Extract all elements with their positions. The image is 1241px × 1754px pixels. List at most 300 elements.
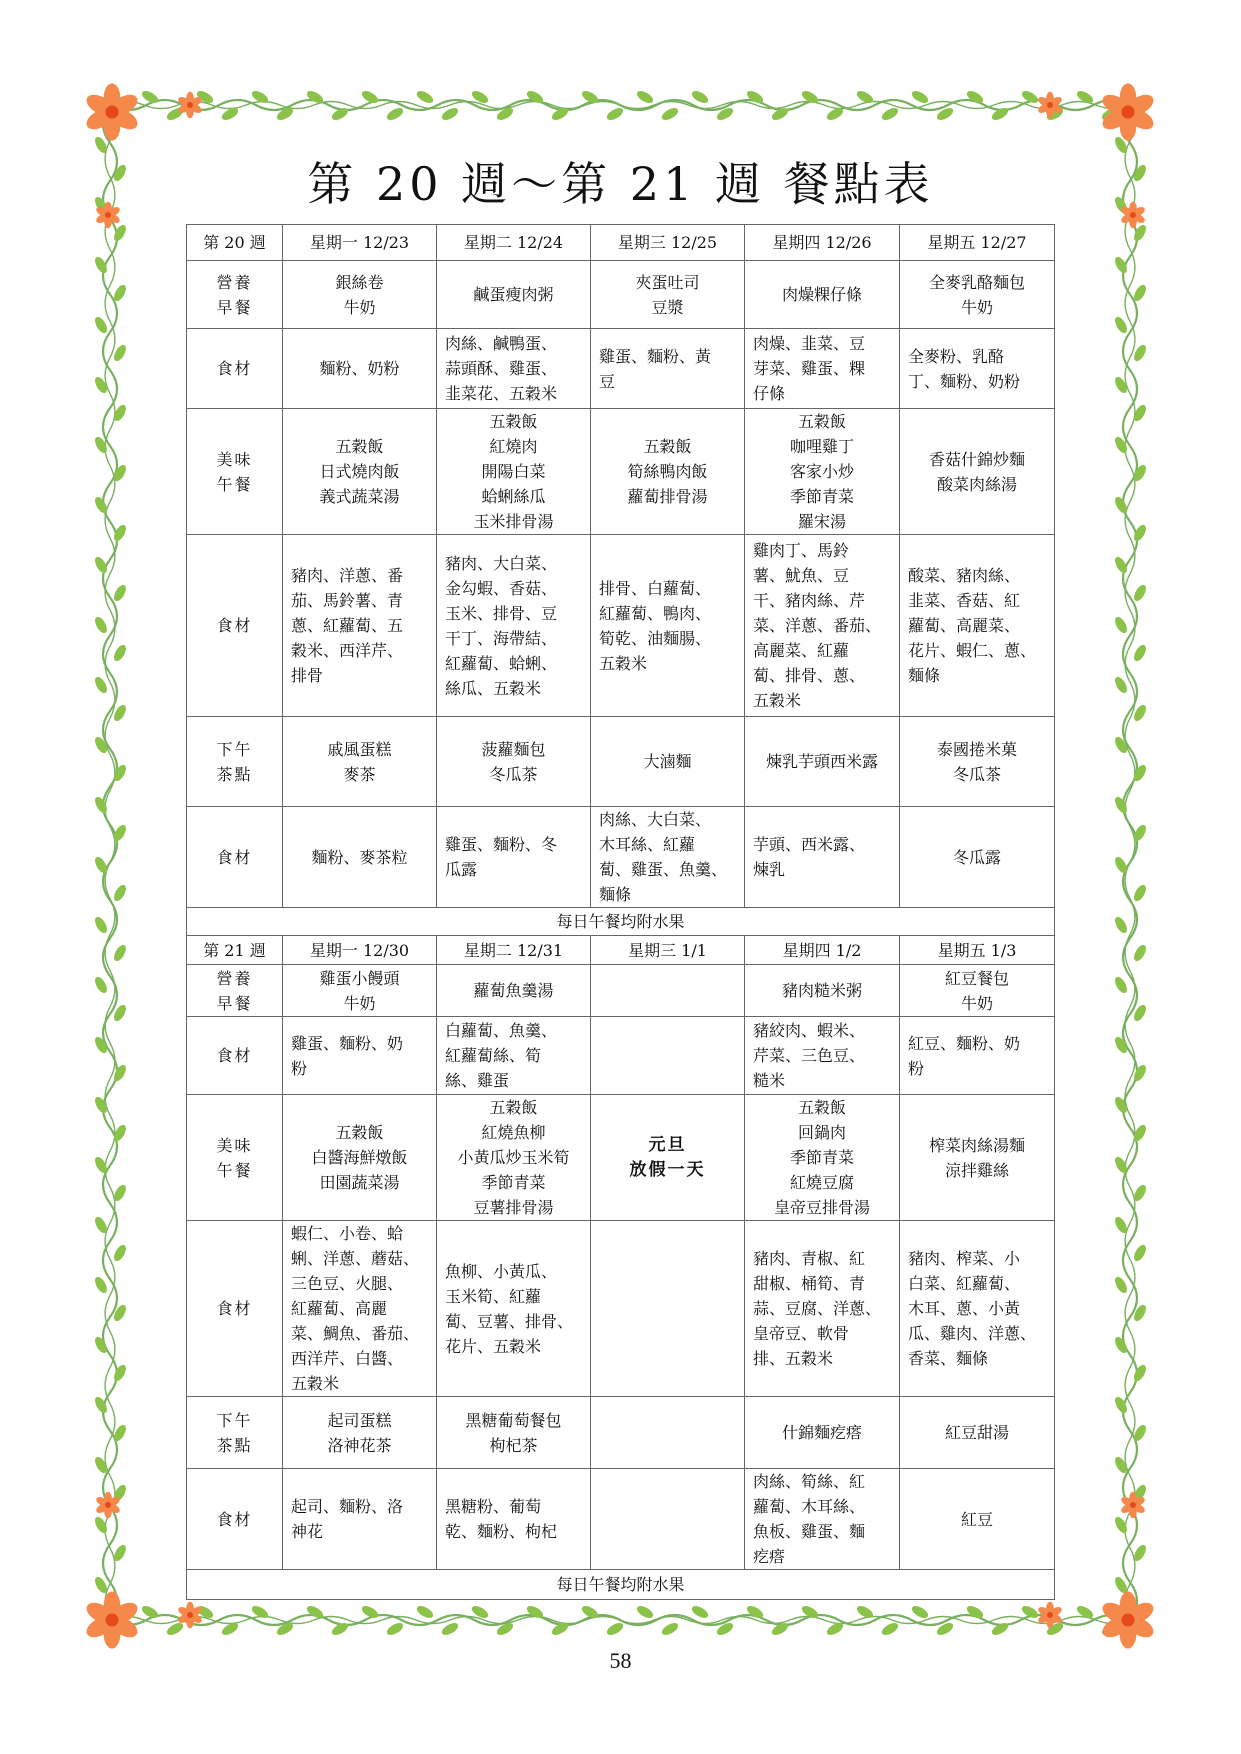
leaf-icon (1132, 1303, 1149, 1323)
leaf-icon (690, 1604, 710, 1621)
cell-text-line: 元旦 (648, 1134, 687, 1155)
meal-cell (437, 261, 591, 329)
cell-text-line: 蒜頭酥、雞蛋、 (445, 359, 558, 378)
cell-text-line: 羅宋湯 (797, 512, 846, 531)
cell-text-line: 高麗菜、紅蘿 (753, 641, 850, 660)
cell-text-line: 五穀米 (753, 691, 802, 710)
meal-cell (900, 1469, 1055, 1570)
cell-text-line: 早餐 (216, 297, 253, 317)
cell-text-line: 蔔、雞蛋、魚羹、 (599, 860, 728, 879)
week-header-row (187, 936, 1055, 965)
cell-text-line: 丁、麵粉、奶粉 (908, 371, 1021, 391)
cell-text-line: 菠蘿麵包 (481, 739, 546, 759)
cell-text-line: 下午 (216, 1410, 253, 1430)
meal-cell (900, 717, 1055, 807)
cell-text-line: 牛奶 (343, 993, 376, 1013)
meal-cell (745, 717, 900, 807)
meal-cell (900, 1017, 1055, 1095)
leaf-icon (1113, 915, 1130, 935)
row-label (187, 1469, 283, 1570)
cell-text-line: 仔條 (753, 384, 786, 403)
cell-text-line: 肉絲、筍絲、紅 (753, 1472, 866, 1491)
cell-text-line: 五穀飯 (643, 437, 692, 456)
leaf-icon (112, 1303, 129, 1323)
cell-text-line: 蝦仁、小卷、蛤 (291, 1224, 404, 1243)
cell-text-line: 豬絞肉、蝦米、 (753, 1021, 866, 1040)
cell-text-line: 白蘿蔔、魚羹、 (445, 1021, 558, 1040)
meal-cell (591, 1017, 745, 1095)
week-header-row (187, 225, 1055, 261)
cell-text-line: 下午 (216, 739, 253, 759)
leaf-icon (112, 1363, 129, 1383)
cell-text-line: 三色豆、火腿、 (291, 1274, 404, 1293)
cell-text-line: 豬肉、大白菜、 (445, 553, 558, 573)
cell-text-line: 季節青菜 (789, 1148, 854, 1167)
cell-text-line: 肉燥粿仔條 (781, 285, 862, 304)
meal-cell (591, 1397, 745, 1469)
row-label (187, 965, 283, 1017)
meal-cell (437, 1017, 591, 1095)
leaf-icon (1113, 975, 1130, 995)
meal-cell (283, 1469, 437, 1570)
cell-text-line: 營養 (216, 272, 253, 292)
cell-text-line: 放假一天 (629, 1159, 706, 1180)
cell-text-line: 茶點 (216, 764, 253, 784)
meal-row (187, 409, 1055, 535)
cell-text-line: 茶點 (216, 1435, 253, 1455)
cell-text-line: 冬瓜茶 (489, 764, 538, 784)
row-label (187, 1397, 283, 1469)
row-label (187, 717, 283, 807)
meal-row (187, 965, 1055, 1017)
cell-text-line: 五穀米 (599, 653, 648, 673)
cell-text-line: 紅燒豆腐 (789, 1173, 854, 1192)
cell-text-line: 蔥、紅蘿蔔、五 (291, 616, 404, 635)
leaf-icon (910, 89, 930, 106)
leaf-icon (93, 1095, 110, 1115)
leaf-icon (1113, 495, 1130, 515)
meal-cell (745, 535, 900, 717)
cell-text-line: 蜊、洋蔥、蘑菇、 (291, 1249, 420, 1268)
cell-text-line: 干丁、海帶結、 (445, 628, 558, 648)
leaf-icon (605, 106, 625, 123)
flower-icon (83, 83, 141, 140)
cell-text-line: 牛奶 (343, 297, 376, 317)
cell-text-line: 排、五穀米 (753, 1349, 834, 1368)
cell-text-line: 紅燒魚柳 (481, 1123, 546, 1142)
cell-text-line: 營養 (216, 968, 253, 988)
leaf-icon (415, 89, 435, 106)
cell-text-line: 季節青菜 (789, 487, 854, 506)
note-row (187, 1570, 1055, 1600)
meal-cell (437, 409, 591, 535)
cell-text-line: 食材 (216, 1046, 253, 1065)
cell-text-line: 洛神花茶 (327, 1435, 392, 1455)
meal-cell (745, 409, 900, 535)
cell-text-line: 肉燥、韭菜、豆 (753, 334, 866, 353)
cell-text-line: 銀絲卷 (335, 272, 384, 292)
page-title: 第 20 週～第 21 週 餐點表 (307, 157, 934, 211)
meal-cell (283, 1017, 437, 1095)
cell-text-line: 玉米、排骨、豆 (445, 603, 558, 623)
row-label (187, 329, 283, 409)
cell-text-line: 甜椒、桶筍、青 (753, 1274, 866, 1293)
cell-text-line: 夾蛋吐司 (635, 272, 700, 292)
cell-text-line: 粉 (291, 1058, 308, 1078)
meal-cell (745, 329, 900, 409)
cell-text-line: 花片、蝦仁、蔥、 (908, 641, 1037, 660)
meal-cell (283, 1397, 437, 1469)
meal-cell (437, 1469, 591, 1570)
meal-cell (283, 807, 437, 908)
cell-text-line: 筍乾、油麵腸、 (599, 628, 712, 648)
leaf-icon (385, 1621, 405, 1638)
leaf-icon (1132, 1363, 1149, 1383)
cell-text-line: 韭菜、香菇、紅 (908, 591, 1021, 610)
cell-text-line: 蘿蔔排骨湯 (627, 487, 708, 506)
row-label (187, 1095, 283, 1221)
leaf-icon (93, 675, 110, 695)
meal-cell (283, 409, 437, 535)
meal-cell (437, 1095, 591, 1221)
cell-text-line: 紅豆 (960, 1509, 993, 1529)
cell-text-line: 義式蔬菜湯 (319, 487, 400, 506)
leaf-icon (605, 1621, 625, 1638)
cell-text-line: 玉米排骨湯 (473, 512, 554, 531)
cell-text-line: 雞肉丁、馬鈴 (753, 541, 850, 560)
cell-text-line: 干、豬肉絲、芹 (753, 591, 866, 610)
day-header: 星期一 12/30 (283, 936, 437, 965)
meal-cell (283, 1221, 437, 1397)
meal-cell (437, 329, 591, 409)
cell-text-line: 五穀飯 (335, 437, 384, 456)
cell-text-line: 蘿蔔、高麗菜、 (908, 616, 1021, 635)
meal-cell (900, 329, 1055, 409)
cell-text-line: 起司蛋糕 (327, 1410, 392, 1430)
cell-text-line: 芋頭、西米露、 (753, 835, 866, 854)
cell-text-line: 茄、馬鈴薯、青 (291, 591, 404, 610)
meal-cell (900, 1095, 1055, 1221)
cell-text-line: 紅蘿蔔、蛤蜊、 (445, 653, 558, 673)
meal-cell (591, 1469, 745, 1570)
meal-cell (745, 1017, 900, 1095)
cell-text-line: 豬肉、青椒、紅 (753, 1249, 866, 1268)
cell-text-line: 客家小炒 (789, 462, 854, 481)
meal-cell (900, 807, 1055, 908)
leaf-icon (93, 255, 110, 275)
day-header: 星期四 1/2 (745, 936, 900, 965)
leaf-icon (880, 1621, 900, 1638)
leaf-icon (93, 495, 110, 515)
meal-cell (745, 1095, 900, 1221)
week-label: 第 20 週 (187, 225, 283, 261)
cell-text-line: 菜、鯛魚、番茄、 (291, 1324, 420, 1343)
meal-row (187, 1017, 1055, 1095)
cell-text-line: 日式燒肉飯 (319, 462, 400, 481)
meal-cell (591, 807, 745, 908)
cell-text-line: 黑糖粉、葡萄 (445, 1497, 542, 1516)
meal-cell (283, 965, 437, 1017)
day-header: 星期五 1/3 (900, 936, 1055, 965)
cell-text-line: 雞蛋、麵粉、黃 (599, 346, 712, 366)
cell-text-line: 蔔、排骨、蔥、 (753, 666, 866, 685)
cell-text-line: 香菇什錦炒麵 (928, 449, 1025, 469)
cell-text-line: 筍絲鴨肉飯 (627, 462, 708, 481)
meal-cell (900, 1397, 1055, 1469)
cell-text-line: 紅豆、麵粉、奶 (908, 1033, 1021, 1053)
cell-text-line: 雞蛋小饅頭 (319, 968, 400, 988)
cell-text-line: 季節青菜 (481, 1173, 546, 1192)
cell-text-line: 田園蔬菜湯 (319, 1173, 400, 1192)
cell-text-line: 五穀米 (291, 1374, 340, 1393)
cell-text-line: 皇帝豆排骨湯 (773, 1198, 870, 1217)
cell-text-line: 全麥粉、乳酪 (908, 346, 1005, 366)
meal-cell (591, 1221, 745, 1397)
cell-text-line: 牛奶 (960, 297, 993, 317)
cell-text-line: 糙米 (753, 1071, 786, 1090)
cell-text-line: 紅豆餐包 (944, 968, 1009, 988)
cell-text-line: 牛奶 (960, 993, 993, 1013)
row-label (187, 535, 283, 717)
meal-row (187, 261, 1055, 329)
meal-cell (591, 717, 745, 807)
meal-cell (591, 329, 745, 409)
leaf-icon (1113, 1095, 1130, 1115)
leaf-icon (635, 89, 655, 106)
cell-text-line: 麵條 (908, 666, 941, 685)
meal-cell (591, 409, 745, 535)
leaf-icon (112, 583, 129, 603)
leaf-icon (112, 883, 129, 903)
row-label (187, 261, 283, 329)
day-header: 星期五 12/27 (900, 225, 1055, 261)
meal-row (187, 807, 1055, 908)
cell-text-line: 薯、魷魚、豆 (753, 566, 850, 585)
cell-text-line: 咖哩雞丁 (789, 437, 854, 456)
leaf-icon (112, 643, 129, 663)
meal-cell (900, 965, 1055, 1017)
week-label: 第 21 週 (187, 936, 283, 965)
cell-text-line: 蘿蔔、木耳絲、 (753, 1497, 866, 1516)
cell-text-line: 木耳絲、紅蘿 (599, 835, 696, 854)
day-header: 星期三 1/1 (591, 936, 745, 965)
cell-text-line: 紅蘿蔔、高麗 (291, 1299, 388, 1318)
cell-text-line: 肉絲、鹹鴨蛋、 (445, 334, 558, 353)
cell-text-line: 蔔、豆薯、排骨、 (445, 1311, 574, 1331)
cell-text-line: 疙瘩 (753, 1547, 786, 1566)
cell-text-line: 午餐 (216, 1160, 253, 1180)
cell-text-line: 韭菜花、五穀米 (445, 384, 558, 403)
cell-text-line: 西洋芹、白醬、 (291, 1349, 404, 1368)
meal-row (187, 1469, 1055, 1570)
cell-text-line: 乾、麵粉、枸杞 (445, 1522, 558, 1541)
page-number: 58 (609, 1648, 632, 1673)
cell-text-line: 麵粉、奶粉 (319, 359, 400, 378)
cell-text-line: 蒜、豆腐、洋蔥、 (753, 1299, 882, 1318)
day-header: 星期三 12/25 (591, 225, 745, 261)
cell-text-line: 戚風蛋糕 (327, 739, 392, 759)
cell-text-line: 神花 (291, 1522, 324, 1541)
meal-cell (283, 1095, 437, 1221)
cell-text-line: 麥茶 (343, 764, 376, 784)
leaf-icon (660, 106, 680, 123)
cell-text-line: 麵粉、麥茶粒 (311, 847, 408, 867)
cell-text-line: 全麥乳酪麵包 (928, 272, 1025, 292)
cell-text-line: 排骨、白蘿蔔、 (599, 578, 712, 598)
cell-text-line: 食材 (216, 359, 253, 378)
day-header: 星期二 12/31 (437, 936, 591, 965)
meal-row (187, 717, 1055, 807)
leaf-icon (1132, 883, 1149, 903)
cell-text-line: 雞蛋、麵粉、冬 (445, 835, 558, 854)
meal-row (187, 535, 1055, 717)
cell-text-line: 麵條 (599, 885, 632, 904)
cell-text-line: 豬肉糙米粥 (781, 981, 862, 1000)
cell-text-line: 瓜、雞肉、洋蔥、 (908, 1324, 1037, 1343)
meal-cell (745, 261, 900, 329)
cell-text-line: 排骨 (291, 666, 324, 685)
meal-cell (745, 1221, 900, 1397)
cell-text-line: 五穀飯 (335, 1123, 384, 1142)
meal-row (187, 1095, 1055, 1221)
flower-icon (1099, 1591, 1157, 1648)
cell-text-line: 紅蘿蔔絲、筍 (445, 1046, 542, 1065)
day-header: 星期一 12/23 (283, 225, 437, 261)
leaf-icon (1132, 643, 1149, 663)
cell-text-line: 豬肉、榨菜、小 (908, 1249, 1021, 1268)
cell-text-line: 冬瓜露 (952, 847, 1001, 867)
row-label (187, 409, 283, 535)
cell-text-line: 白菜、紅蘿蔔、 (908, 1274, 1021, 1293)
row-label (187, 1017, 283, 1095)
cell-text-line: 冬瓜茶 (952, 764, 1001, 784)
meal-cell (437, 717, 591, 807)
leaf-icon (112, 943, 129, 963)
meal-cell (745, 1469, 900, 1570)
cell-text-line: 絲瓜、五穀米 (445, 678, 542, 698)
meal-cell (591, 535, 745, 717)
meal-schedule-table (186, 224, 1055, 1600)
cell-text-line: 五穀飯 (797, 1098, 846, 1117)
cell-text-line: 煉乳 (753, 860, 786, 879)
leaf-icon (1132, 583, 1149, 603)
leaf-icon (1132, 943, 1149, 963)
cell-text-line: 酸菜、豬肉絲、 (908, 566, 1021, 585)
cell-text-line: 穀米、西洋芹、 (291, 641, 404, 660)
cell-text-line: 食材 (216, 847, 253, 867)
leaf-icon (93, 915, 110, 935)
meal-cell (437, 1221, 591, 1397)
fruit-note: 每日午餐均附水果 (187, 1570, 1055, 1600)
cell-text-line: 皇帝豆、軟骨 (753, 1324, 850, 1343)
leaf-icon (635, 1604, 655, 1621)
cell-text-line: 早餐 (216, 993, 253, 1013)
cell-text-line: 食材 (216, 616, 253, 635)
cell-text-line: 紅豆甜湯 (944, 1423, 1009, 1442)
cell-text-line: 蘿蔔魚羹湯 (473, 981, 554, 1000)
leaf-icon (93, 975, 110, 995)
day-header: 星期二 12/24 (437, 225, 591, 261)
leaf-icon (385, 106, 405, 123)
cell-text-line: 紅燒肉 (489, 437, 538, 456)
cell-text-line: 食材 (216, 1509, 253, 1529)
cell-text-line: 芹菜、三色豆、 (753, 1046, 866, 1065)
cell-text-line: 金勾蝦、香菇、 (445, 578, 558, 598)
cell-text-line: 回鍋肉 (797, 1123, 846, 1142)
fruit-note: 每日午餐均附水果 (187, 908, 1055, 936)
leaf-icon (440, 1621, 460, 1638)
leaf-icon (440, 106, 460, 123)
flower-icon (83, 1591, 141, 1648)
holiday-notice (591, 1095, 745, 1221)
meal-cell (591, 965, 745, 1017)
meal-row (187, 1397, 1055, 1469)
cell-text-line: 豬肉、洋蔥、番 (291, 566, 404, 585)
cell-text-line: 紅蘿蔔、鴨肉、 (599, 603, 712, 623)
meal-cell (745, 1397, 900, 1469)
leaf-icon (112, 523, 129, 543)
cell-text-line: 粉 (908, 1058, 925, 1078)
leaf-icon (910, 1604, 930, 1621)
meal-cell (900, 409, 1055, 535)
leaf-icon (1132, 523, 1149, 543)
meal-cell (437, 1397, 591, 1469)
cell-text-line: 絲、雞蛋 (445, 1071, 510, 1090)
note-row (187, 908, 1055, 936)
meal-cell (745, 965, 900, 1017)
cell-text-line: 蛤蜊絲瓜 (481, 487, 546, 506)
leaf-icon (112, 1243, 129, 1263)
cell-text-line: 枸杞茶 (489, 1435, 538, 1455)
cell-text-line: 什錦麵疙瘩 (781, 1423, 862, 1442)
cell-text-line: 午餐 (216, 474, 253, 494)
cell-text-line: 黑糖葡萄餐包 (465, 1410, 562, 1430)
leaf-icon (1113, 315, 1130, 335)
cell-text-line: 瓜露 (445, 860, 478, 879)
cell-text-line: 煉乳芋頭西米露 (765, 752, 878, 771)
cell-text-line: 五穀飯 (489, 412, 538, 431)
meal-cell (900, 261, 1055, 329)
leaf-icon (660, 1621, 680, 1638)
leaf-icon (1113, 1275, 1130, 1295)
meal-cell (437, 807, 591, 908)
leaf-icon (1113, 675, 1130, 695)
cell-text-line: 涼拌雞絲 (944, 1160, 1009, 1180)
meal-cell (745, 807, 900, 908)
cell-text-line: 香菜、麵條 (908, 1349, 989, 1368)
cell-text-line: 食材 (216, 1299, 253, 1318)
leaf-icon (93, 615, 110, 635)
meal-row (187, 329, 1055, 409)
cell-text-line: 大滷麵 (643, 752, 692, 771)
leaf-icon (1113, 255, 1130, 275)
cell-text-line: 木耳、蔥、小黃 (908, 1299, 1021, 1318)
meal-cell (283, 717, 437, 807)
meal-cell (437, 535, 591, 717)
day-header: 星期四 12/26 (745, 225, 900, 261)
meal-cell (900, 535, 1055, 717)
meal-cell (591, 261, 745, 329)
cell-text-line: 五穀飯 (489, 1098, 538, 1117)
cell-text-line: 美味 (216, 1135, 253, 1155)
cell-text-line: 泰國捲米菓 (936, 739, 1017, 759)
cell-text-line: 開陽白菜 (481, 462, 546, 481)
cell-text-line: 鹹蛋瘦肉粥 (473, 285, 554, 304)
meal-cell (283, 329, 437, 409)
meal-cell (900, 1221, 1055, 1397)
cell-text-line: 花片、五穀米 (445, 1336, 542, 1356)
cell-text-line: 白醬海鮮燉飯 (311, 1148, 408, 1167)
